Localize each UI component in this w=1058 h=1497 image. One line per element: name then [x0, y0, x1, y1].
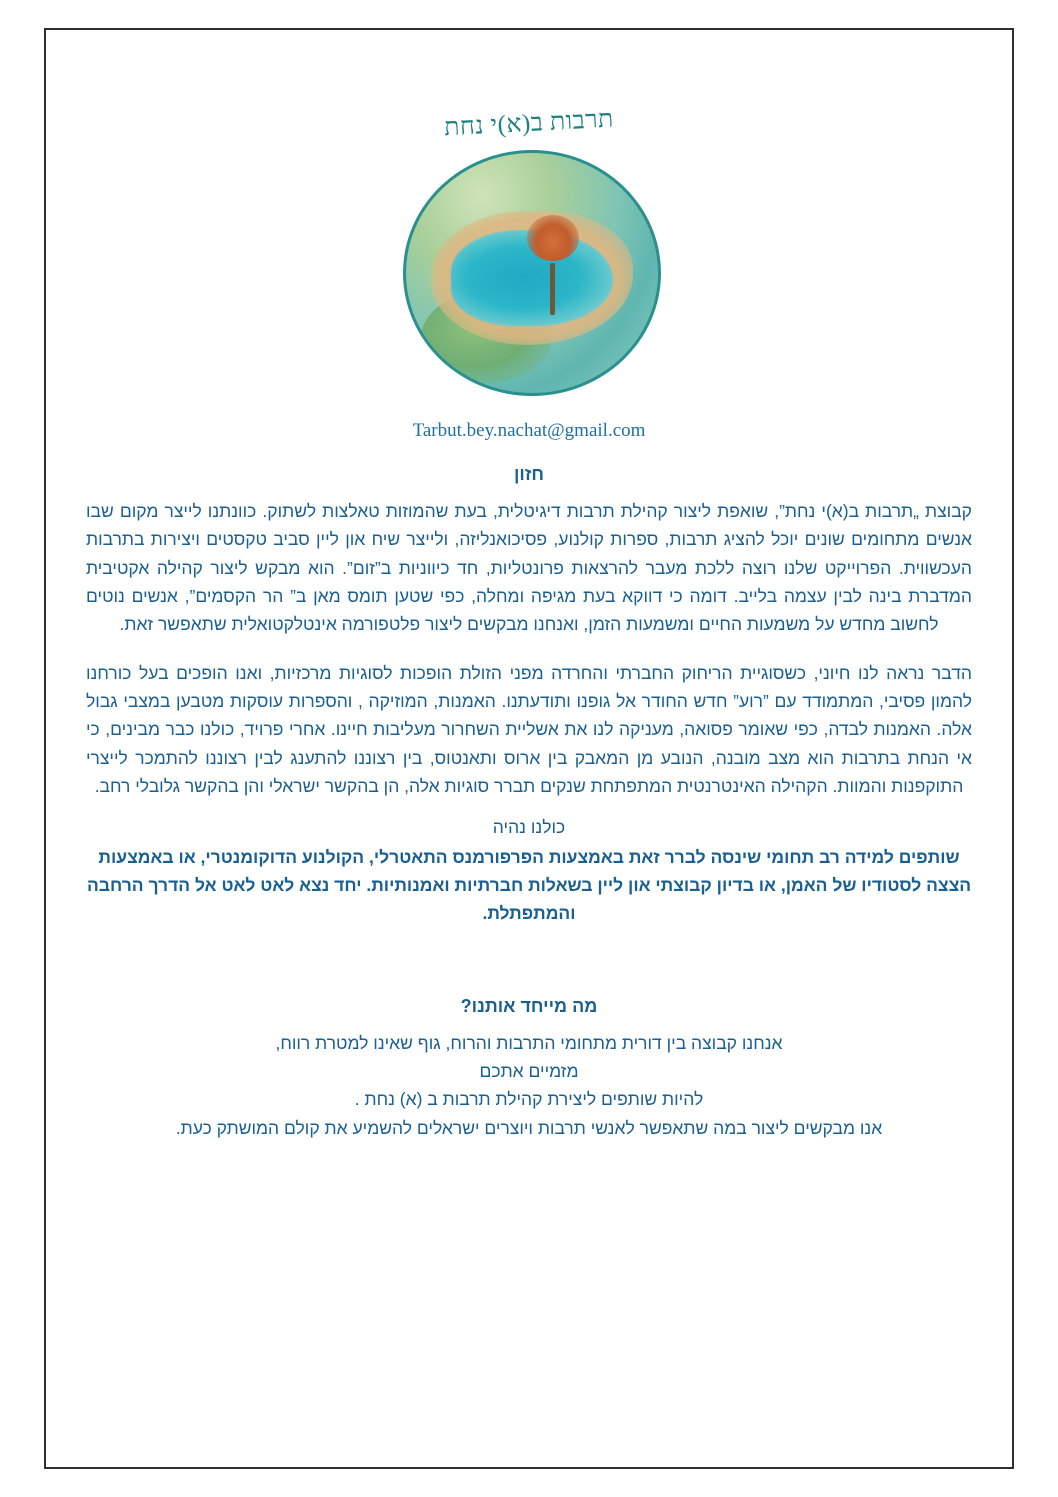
- about-line-3: להיות שותפים ליצירת קהילת תרבות ב (א) נחת .: [354, 1089, 704, 1110]
- about-lines: [80, 1029, 978, 1142]
- about-last-paragraph: אנו מבקשים ליצור במה שתאפשר לאנשי תרבות ויוצרים ישראלים להשמיע את קולם המושתק כעת.: [175, 1117, 883, 1138]
- vision-paragraph-2: הדבר נראה לנו חיוני, כשסוגיית הריחוק החברתי והחרדה מפני הזולת הופכות לסוגיות מרכזיות, ואנו הופכים בעל כורחנו להמון פסיבי, המתמודד עם ”רוע” חדש החודר אל גופנו ותודעתנו. האמנות, המוזיקה , והספרות עוסקות מטבען במצבי גבול אלה. האמנות לבדה, כפי שאומר פסואה, מעניקה לנו את אשליית השחרור מעליבות חיינו. אחרי פרויד, כולנו כבר מבינים, כי אי הנחת בתרבות הוא מצב מובנה, הנובע מן המאבק בין ארוס ותאנטוס, בין רצוננו להתענג לבין רצוננו להתמכר לייצרי התוקפנות והמוות. הקהילה האינטרנטית המתפתחת שנקים תברר סוגיות אלה, הן בהקשר ישראלי והן בהקשר גלובלי רחב.: [86, 662, 972, 797]
- about-line-1: אנחנו קבוצה בין דורית מתחומי התרבות והרוח, גוף שאינו למטרת רווח,: [275, 1032, 783, 1053]
- vision-paragraph-1: קבוצת „תרבות ב(א)י נחת”, שואפת ליצור קהילת תרבות דיגיטלית, בעת שהמוזות טאלצות לשתוק. כוונתנו לייצר מקום שבו אנשים מתחומים שונים יוכל להציג תרבות, ספרות קולנוע, פסיכואנליזה, ולייצר שיח און ליין סביב טקסטים ויצירות בתרבות העכשווית. הפרוייקט שלנו רוצה ללכת מעבר להרצאות פרונטליות, חד כיווניות ב”זום”. הוא מבקש ליצור קהילה אקטיבית המדברת בינה לבין עצמה בלייב. דומה כי דווקא בעת מגיפה ומחלה, כפי שטען תומס מאן ב” הר הקסמים”, אנשים נוטים לחשוב מחדש על משמעות החיים ומשמעות הזמן, ואנחנו מבקשים ליצור פלטפורמה אינטלקטואלית שתאפשר זאת.: [86, 501, 972, 635]
- vision-heading: חזון: [513, 464, 545, 484]
- vision-center-line: כולנו נהיה: [492, 817, 566, 838]
- vision-bold-block: שותפים למידה רב תחומי שינסה לברר זאת באמצעות הפרפורמנס התאטרלי, הקולנוע הדוקומנטרי, או באמצעות הצצה לסטודיו של האמן, או בדיון קבוצתי און ליין בשאלות חברתיות ואמנותיות. יחד נצא לאט לאט אל הדרך הרחבה והמתפתלת.: [86, 846, 972, 924]
- about-heading: מה מייחד אותנו?: [460, 995, 598, 1016]
- about-line-2: מזמיים אתכם: [479, 1061, 579, 1082]
- logo-container: [80, 102, 978, 392]
- contact-email[interactable]: Tarbut.bey.nachat@gmail.com: [412, 420, 646, 441]
- logo-title-text: תרבות ב(א)י נחת: [443, 105, 615, 142]
- document-content: [80, 60, 978, 1142]
- section-spacer: [80, 928, 978, 974]
- organization-logo: [389, 102, 669, 392]
- island-lagoon-tree-emblem-icon: [403, 150, 661, 396]
- logo-tree-trunk: [550, 263, 555, 315]
